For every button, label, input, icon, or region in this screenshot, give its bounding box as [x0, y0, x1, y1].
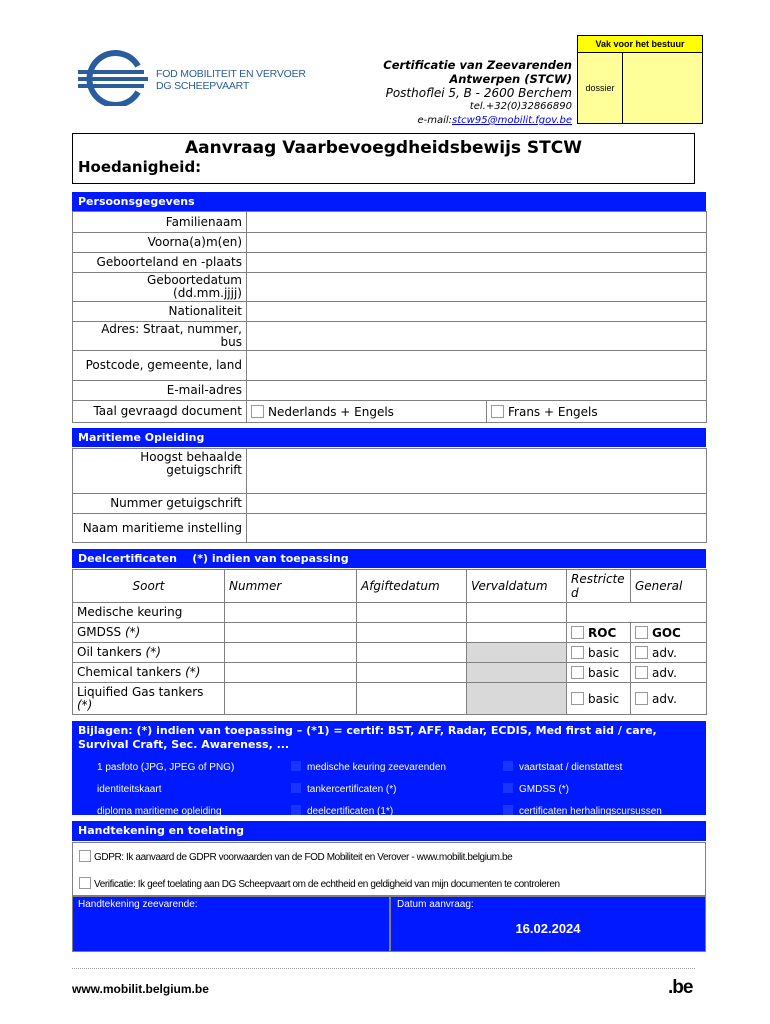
checkbox[interactable] [571, 666, 584, 679]
form-title: Aanvraag Vaarbevoegdheidsbewijs STCW [184, 138, 583, 158]
attachment-item[interactable] [80, 778, 290, 800]
admin-box [577, 35, 703, 124]
general-option[interactable] [631, 683, 707, 715]
col-header: Soort [73, 570, 225, 603]
familienaam-input[interactable] [247, 212, 707, 233]
checkbox[interactable] [251, 405, 264, 418]
section-personal: Persoonsgegevens [72, 192, 706, 211]
office-title: Certificatie van Zeevarenden [383, 58, 572, 72]
postcode-input[interactable] [247, 351, 707, 381]
attachments-title: Bijlagen: (*) indien van toepassing – (*1) = certif: BST, AFF, Radar, ECDIS, Med first aid / care, Survival Craft, Sec. Awareness, ... [78, 724, 657, 751]
geboorteplaats-input[interactable] [247, 253, 707, 273]
consent-box [72, 842, 706, 896]
section-partial: Deelcertificaten (*) indien van toepassing [72, 549, 706, 568]
field-label: Voorna(a)m(en) [73, 233, 247, 253]
field-label: Geboorteland en -plaats [73, 253, 247, 273]
field-label: Hoogst behaalde getuigschrift [73, 449, 247, 494]
cert-type: Medische keuring [73, 603, 225, 623]
cert-type [73, 643, 225, 663]
option-label: GOC [652, 625, 681, 640]
cert-expiry-input[interactable] [467, 623, 567, 643]
checkbox[interactable] [291, 805, 301, 815]
checkbox[interactable] [571, 692, 584, 705]
verification-consent[interactable] [79, 877, 705, 890]
checkbox[interactable] [491, 405, 504, 418]
cert-suffix: (*) [124, 625, 141, 639]
verification-text: Verificatie: Ik geef toelating aan DG Scheepvaart om de echtheid en geldigheid van mijn documenten te controleren [94, 879, 560, 890]
option-label: Frans + Engels [508, 404, 598, 419]
col-header: Nummer [225, 570, 357, 603]
fod-logo [76, 50, 152, 106]
cert-type [73, 623, 225, 643]
general-option[interactable] [631, 663, 707, 683]
attachments-section [72, 721, 706, 815]
field-label: Adres: Straat, nummer, bus [73, 322, 247, 351]
cert-type-label: Chemical tankers [77, 665, 182, 679]
footer-divider [72, 968, 695, 969]
restricted-option[interactable] [567, 663, 631, 683]
checkbox[interactable] [635, 692, 648, 705]
capacity-label: Hoedanigheid: [78, 158, 202, 176]
dossier-field[interactable] [623, 53, 702, 123]
attachment-label: medische keuring zeevarenden [307, 762, 446, 773]
cert-type [73, 683, 225, 715]
attachment-item[interactable] [290, 778, 502, 800]
checkbox[interactable] [503, 783, 513, 793]
field-label: Nationaliteit [73, 302, 247, 322]
signature-field[interactable] [72, 896, 390, 952]
nationaliteit-input[interactable] [247, 302, 707, 322]
cert-expiry-disabled [467, 643, 567, 663]
checkbox[interactable] [503, 805, 513, 815]
email-input[interactable] [247, 381, 707, 401]
cert-issue-input[interactable] [357, 623, 467, 643]
cert-number-input[interactable] [225, 683, 357, 715]
checkbox[interactable] [81, 783, 91, 793]
option-label: adv. [652, 665, 677, 680]
restricted-option[interactable] [567, 623, 631, 643]
footer-website[interactable]: www.mobilit.belgium.be [72, 982, 209, 996]
office-subtitle: Antwerpen (STCW) [449, 72, 572, 86]
section-maritime: Maritieme Opleiding [72, 428, 706, 447]
attachment-label: GMDSS (*) [519, 784, 569, 795]
attachment-item[interactable] [290, 800, 502, 822]
col-header: General [631, 570, 707, 603]
org-name [156, 68, 306, 92]
attachment-item[interactable] [290, 756, 502, 778]
language-option-fr[interactable] [487, 401, 707, 423]
date-value: 16.02.2024 [515, 921, 581, 936]
language-label: Taal gevraagd document [73, 401, 247, 423]
cert-suffix: (*) [145, 645, 161, 659]
cert-expiry-disabled [467, 663, 567, 683]
date-label: Datum aanvraag: [397, 899, 474, 910]
option-label: adv. [652, 645, 677, 660]
general-option[interactable] [631, 643, 707, 663]
getuigschrift-input[interactable] [247, 449, 707, 494]
email-link[interactable]: stcw95@mobilit.fgov.be [452, 115, 572, 126]
checkbox[interactable] [81, 805, 91, 815]
col-header: Afgiftedatum [357, 570, 467, 603]
maritime-table [72, 448, 707, 543]
phone: tel.+32(0)32866890 [469, 101, 572, 112]
attachment-item[interactable] [502, 756, 700, 778]
cert-issue-input[interactable] [357, 683, 467, 715]
signature-label: Handtekening zeevarende: [78, 899, 198, 910]
be-logo: .be [668, 977, 693, 998]
attachment-label: deelcertificaten (1*) [307, 806, 394, 817]
field-label: Naam maritieme instelling [73, 514, 247, 543]
cert-number-input[interactable] [225, 663, 357, 683]
field-label: Geboortedatum (dd.mm.jjjj) [73, 273, 247, 302]
admin-box-title: Vak voor het bestuur [578, 36, 702, 53]
cert-empty [567, 603, 707, 623]
voornamen-input[interactable] [247, 233, 707, 253]
gdpr-checkbox[interactable] [79, 850, 91, 862]
attachment-item[interactable] [80, 800, 290, 822]
col-header: Restricted [567, 570, 631, 603]
checkbox[interactable] [81, 761, 91, 771]
org-line2: DG SCHEEPVAART [156, 80, 250, 92]
section-signature: Handtekening en toelating [72, 821, 706, 841]
attachment-item[interactable] [502, 800, 700, 822]
restricted-option[interactable] [567, 683, 631, 715]
cert-issue-input[interactable] [357, 603, 467, 623]
field-label: Nummer getuigschrift [73, 494, 247, 514]
title-box [72, 133, 695, 184]
cert-number-input[interactable] [225, 603, 357, 623]
cert-type-label: Liquified Gas tankers [77, 684, 204, 699]
checkbox[interactable] [571, 626, 584, 639]
option-label: ROC [588, 625, 617, 640]
option-label: basic [588, 691, 620, 706]
geboortedatum-input[interactable] [247, 273, 707, 302]
attachment-label: diploma maritieme opleiding [97, 806, 222, 817]
checkbox[interactable] [635, 646, 648, 659]
attachment-label: certificaten herhalingscursussen [519, 806, 662, 817]
attachment-label: 1 pasfoto (JPG, JPEG of PNG) [97, 762, 235, 773]
cert-issue-input[interactable] [357, 663, 467, 683]
option-label: basic [588, 645, 620, 660]
nummer-getuigschrift-input[interactable] [247, 494, 707, 514]
attachment-label: vaartstaat / dienstattest [519, 762, 623, 773]
cert-suffix: (*) [77, 697, 93, 712]
attachment-item[interactable] [80, 756, 290, 778]
cert-number-input[interactable] [225, 623, 357, 643]
cert-type-label: GMDSS [77, 625, 122, 639]
personal-table [72, 211, 707, 423]
adres-input[interactable] [247, 322, 707, 351]
verification-checkbox[interactable] [79, 877, 91, 889]
field-label: Postcode, gemeente, land [73, 351, 247, 381]
cert-suffix: (*) [185, 665, 201, 679]
maritieme-instelling-input[interactable] [247, 514, 707, 543]
language-option-nl[interactable] [247, 401, 487, 423]
partial-table [72, 569, 707, 715]
field-label: Familienaam [73, 212, 247, 233]
checkbox[interactable] [503, 761, 513, 771]
attachment-label: tankercertificaten (*) [307, 784, 397, 795]
col-header: Vervaldatum [467, 570, 567, 603]
cert-type [73, 663, 225, 683]
gdpr-consent[interactable] [79, 850, 705, 863]
org-line1: FOD MOBILITEIT EN VERVOER [156, 68, 306, 80]
cert-expiry-input[interactable] [467, 603, 567, 623]
checkbox[interactable] [291, 783, 301, 793]
gdpr-text: GDPR: Ik aanvaard de GDPR voorwaarden van de FOD Mobiliteit en Verover - www.mobilit.belgium.be [94, 852, 513, 863]
general-option[interactable] [631, 623, 707, 643]
checkbox[interactable] [635, 666, 648, 679]
checkbox[interactable] [571, 646, 584, 659]
attachments-grid [80, 756, 700, 822]
date-field[interactable] [390, 896, 706, 952]
cert-type-label: Oil tankers [77, 645, 142, 659]
dossier-label: dossier [578, 53, 623, 123]
address: Posthoflei 5, B - 2600 Berchem [385, 86, 572, 100]
checkbox[interactable] [635, 626, 648, 639]
office-address [300, 58, 572, 128]
option-label: basic [588, 665, 620, 680]
email-label: e-mail: [417, 115, 453, 126]
attachment-label: identiteitskaart [97, 784, 162, 795]
cert-expiry-disabled [467, 683, 567, 715]
cert-issue-input[interactable] [357, 643, 467, 663]
field-label: E-mail-adres [73, 381, 247, 401]
cert-number-input[interactable] [225, 643, 357, 663]
attachment-item[interactable] [502, 778, 700, 800]
restricted-option[interactable] [567, 643, 631, 663]
option-label: Nederlands + Engels [268, 404, 394, 419]
option-label: adv. [652, 691, 677, 706]
checkbox[interactable] [291, 761, 301, 771]
